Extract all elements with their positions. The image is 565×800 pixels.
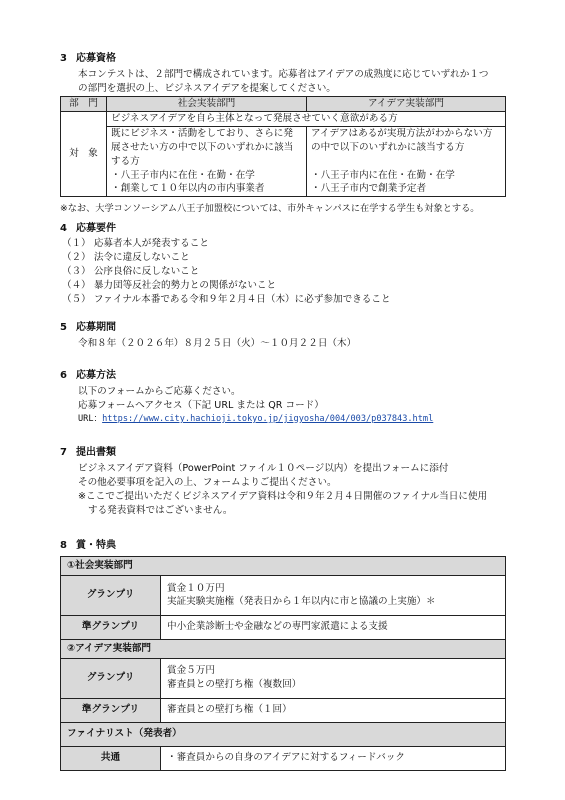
runner-up-detail: 審査員との壁打ち権（１回） — [161, 698, 506, 722]
common-label: 共通 — [61, 746, 161, 770]
prize-category-row — [61, 557, 506, 576]
prize-category-row — [61, 639, 506, 658]
prize-row — [61, 575, 506, 615]
social-dept-category: ①社会実装部門 — [61, 557, 506, 576]
common-requirement: ビジネスアイデアを自ら主体となって発展させていく意欲がある方 — [107, 111, 506, 126]
prize-row — [61, 615, 506, 639]
runner-up-detail: 中小企業診断士や金融などの専門家派遣による支援 — [161, 615, 506, 639]
application-form-link[interactable]: https://www.city.hachioji.tokyo.jp/jigyosha/004/003/p037843.html — [102, 413, 434, 424]
prize-row — [61, 658, 506, 698]
idea-dept-header: アイデア実装部門 — [307, 97, 506, 112]
prize-row — [61, 746, 506, 770]
application-method: 以下のフォームからご応募ください。 応募フォームへアクセス（下記 URL または QR コード） URL：https://www.city.hachioji.tokyo.jp/jigyosha/004/003/p037843.html — [78, 386, 434, 424]
common-detail: ・審査員からの自身のアイデアに対するフィードバック — [161, 746, 506, 770]
runner-up-label: 準グランプリ — [61, 615, 161, 639]
section-3-intro: 本コンテストは、２部門で構成されています。応募者はアイデアの成熟度に応じていずれか１つ の部門を選択の上、ビジネスアイデアを提案してください。 — [78, 69, 489, 94]
eligibility-note: ※なお、大学コンソーシアム八王子加盟校については、市外キャンパスに在学する学生も対象とする。 — [60, 203, 480, 214]
idea-dept-category: ②アイデア実装部門 — [61, 639, 506, 658]
prize-category-row — [61, 722, 506, 746]
section-6-heading: 6 応募方法 — [60, 370, 116, 381]
requirement-item: （４） 暴力団等反社会的勢力との関係がないこと — [62, 279, 277, 291]
grand-prix-detail: 賞金５万円 審査員との壁打ち権（複数回） — [161, 658, 506, 698]
grand-prix-detail: 賞金１０万円 実証実験実施権（発表日から１年以内に市と協議の上実施）＊ — [161, 575, 506, 615]
finalist-category: ファイナリスト（発表者） — [61, 722, 506, 746]
eligibility-header-row — [61, 97, 506, 112]
social-dept-target: 既にビジネス・活動をしており、さらに発 展させたい方の中で以下のいずれかに該当 する方 ・八王子市内に在住・在勤・在学 ・創業して１０年以内の市内事業者 — [107, 126, 307, 197]
section-5-heading: 5 応募期間 — [60, 322, 116, 333]
prize-row — [61, 698, 506, 722]
grand-prix-label: グランプリ — [61, 575, 161, 615]
requirement-item: （５） ファイナル本番である令和９年２月４日（木）に必ず参加できること — [62, 293, 391, 305]
runner-up-label: 準グランプリ — [61, 698, 161, 722]
eligibility-detail-row — [61, 126, 506, 197]
requirement-item: （２） 法令に違反しないこと — [62, 251, 190, 263]
requirement-item: （３） 公序良俗に反しないこと — [62, 265, 200, 277]
section-7-heading: 7 提出書類 — [60, 447, 116, 458]
idea-dept-target: アイデアはあるが実現方法がわからない方 の中で以下のいずれかに該当する方 ・八王子市内に在住・在勤・在学 ・八王子市内で創業予定者 — [307, 126, 506, 197]
grand-prix-label: グランプリ — [61, 658, 161, 698]
requirements-list — [62, 237, 391, 307]
dept-header: 部 門 — [61, 97, 107, 112]
submission-documents: ビジネスアイデア資料（PowerPoint ファイル１０ページ以内）を提出フォームに添付 その他必要事項を記入の上、フォームよりご提出ください。 ※ここでご提出いただくビジネスアイデア資料は令和９年２月４日開催のファイナル当日に使用 する発表資料ではございません。 — [78, 463, 488, 516]
eligibility-table — [60, 96, 506, 197]
section-8-heading: 8 賞・特典 — [60, 540, 116, 551]
target-label: 対 象 — [61, 111, 107, 196]
section-3-heading: 3 応募資格 — [60, 53, 116, 64]
application-period: 令和８年（２０２６年）８月２５日（火）～１０月２２日（木） — [78, 338, 357, 349]
section-4-heading: 4 応募要件 — [60, 223, 116, 234]
prize-table — [60, 556, 506, 771]
requirement-item: （１） 応募者本人が発表すること — [62, 238, 209, 249]
social-dept-header: 社会実装部門 — [107, 97, 307, 112]
eligibility-common-row — [61, 111, 506, 126]
